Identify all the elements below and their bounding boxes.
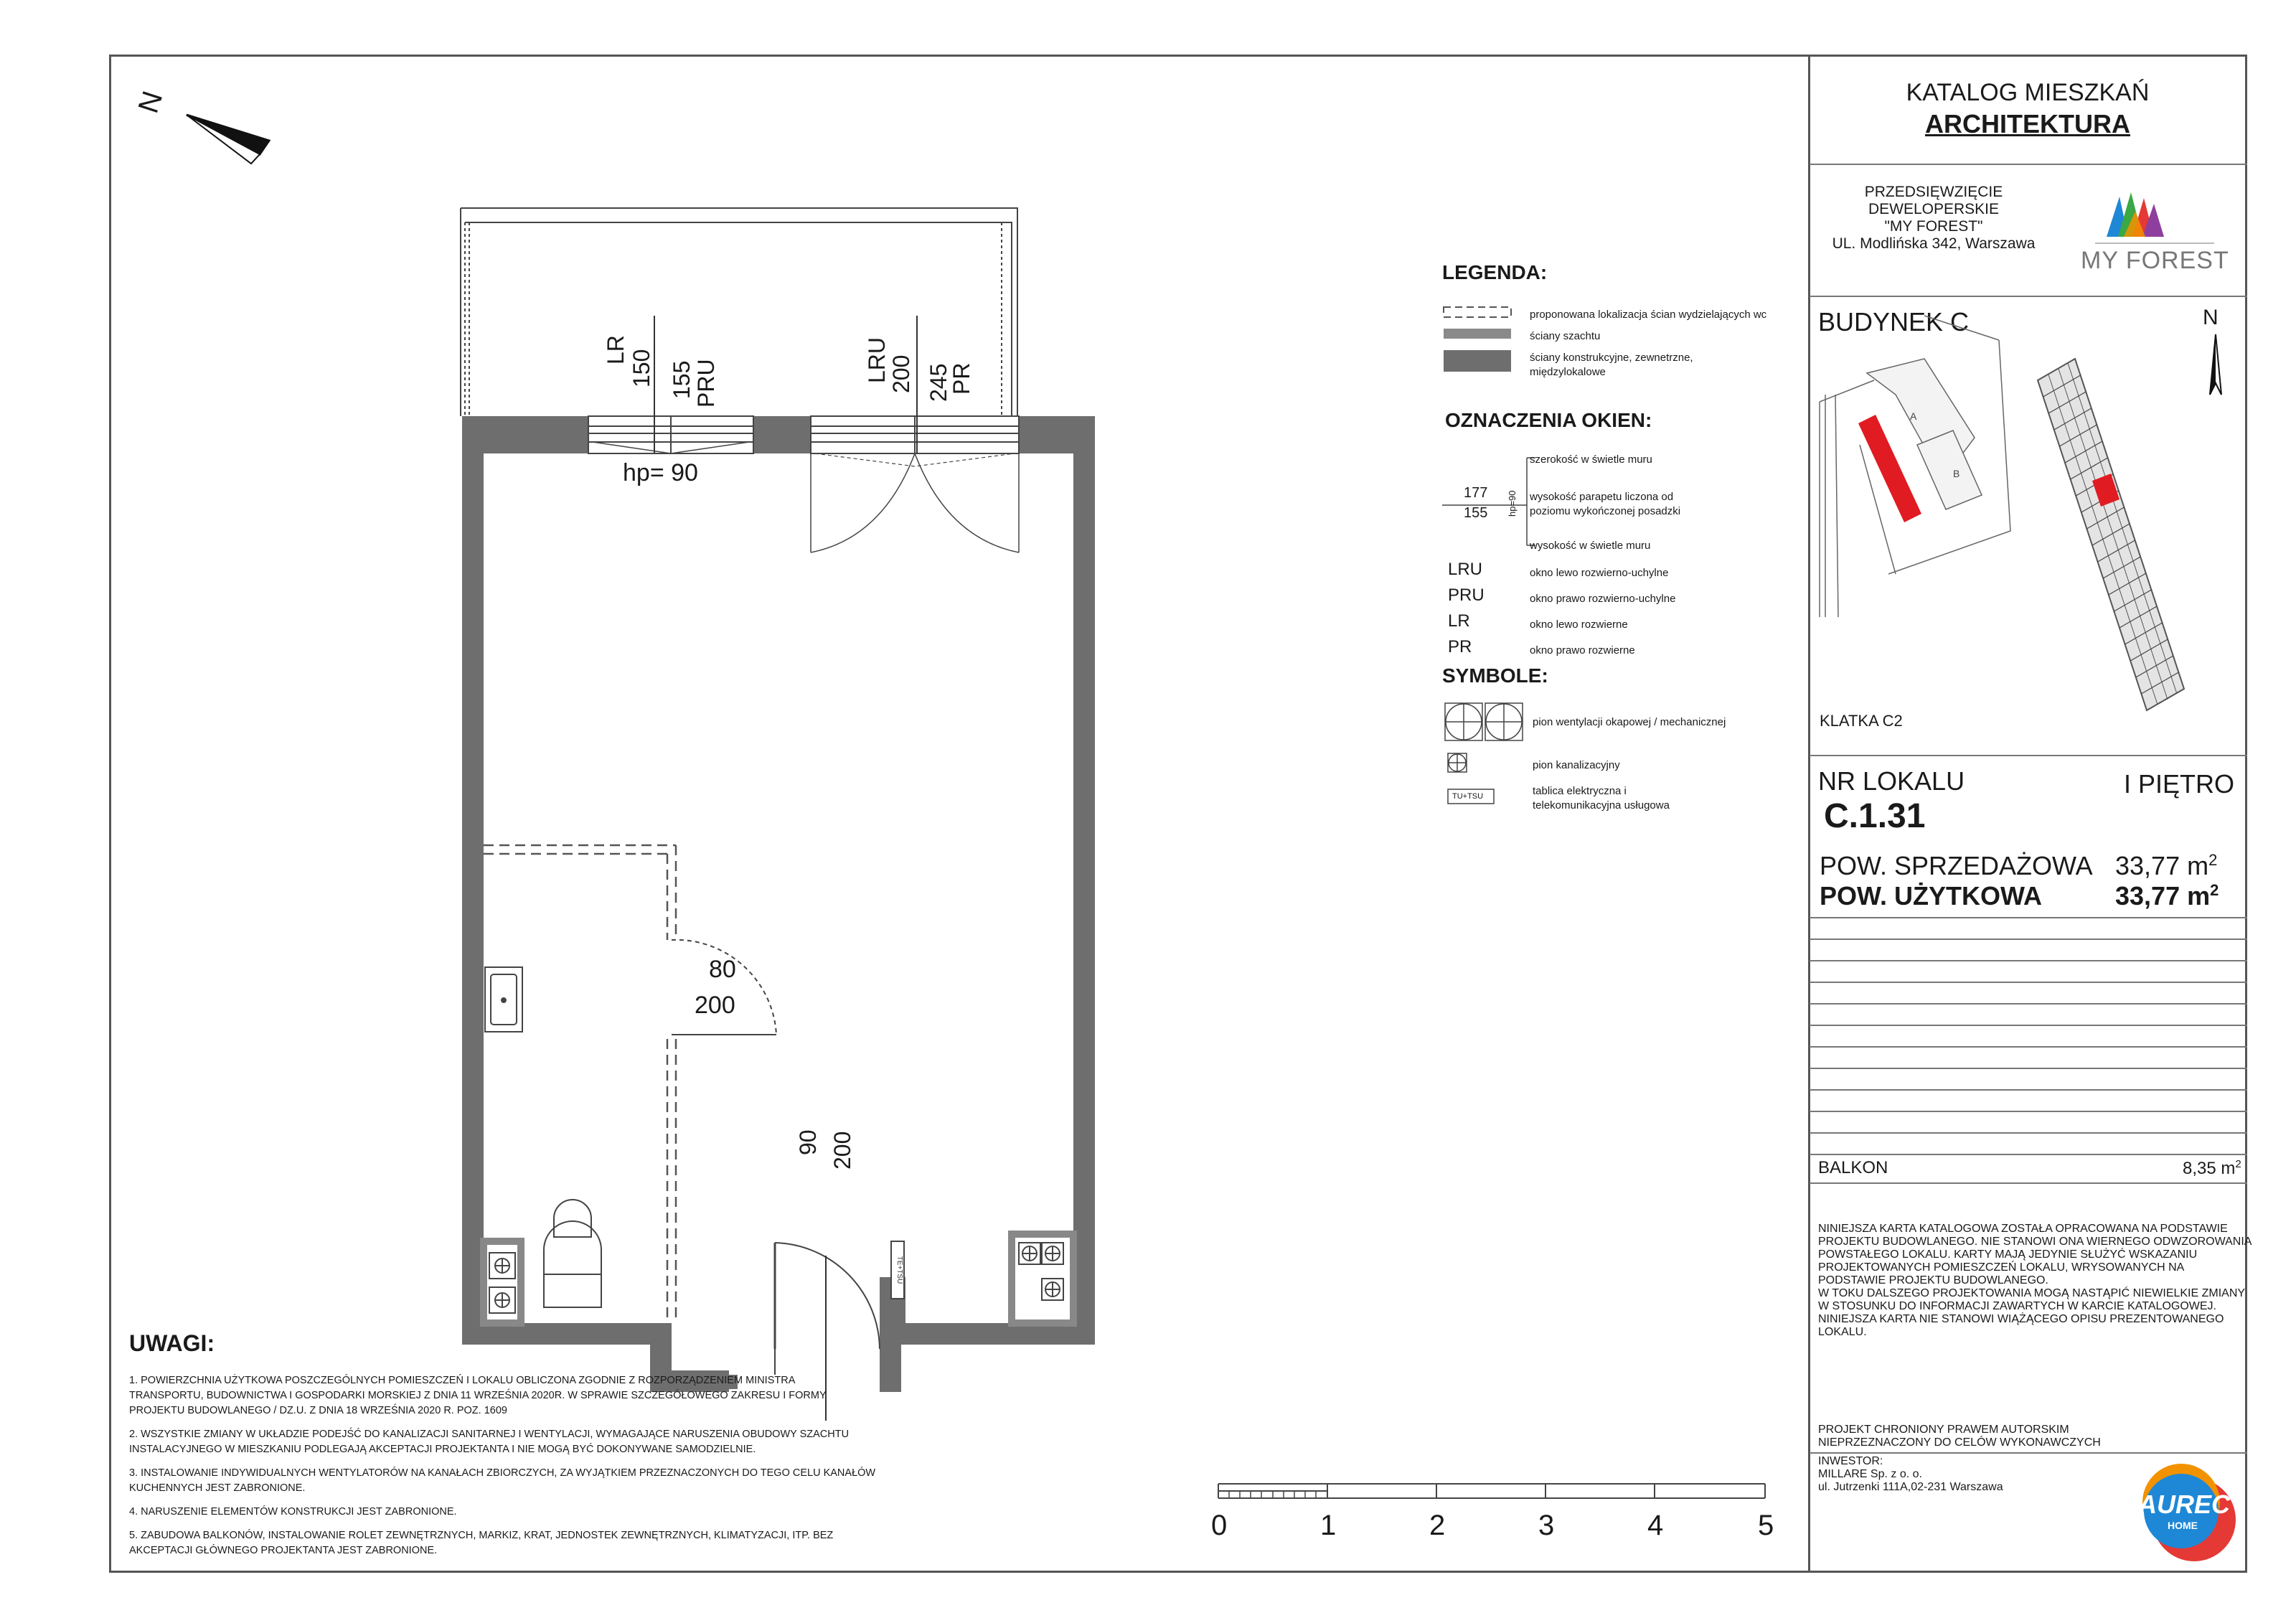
sym-panel-desc-2: telekomunikacyjna usługowa [1533,799,1670,812]
developer-info: PRZEDSIĘWZIĘCIE DEWELOPERSKIE "MY FOREST" UL. Modlińska 342, Warszawa [1832,184,2036,252]
sink [485,967,522,1032]
code-pru: PRU [1448,585,1485,605]
aurec-logo-sub: HOME [2168,1520,2198,1531]
door-width: 200 [888,354,914,393]
sales-area-label: POW. SPRZEDAŻOWA [1820,851,2093,880]
win-width-desc: szerokość w świetle muru [1530,453,1652,466]
win-ex-top: 177 [1464,485,1488,501]
note-5: 5. ZABUDOWA BALKONÓW, INSTALOWANIE ROLET ZEWNĘTRZNYCH, MARKIZ, KRAT, JEDNOSTEK ZEWNĘTRZNYCH, KLIMATYZACJI, ITP. BEZ AKCEPTACJI GŁÓWNEGO PROJEKTANTA JEST ZABRONIONE. [129,1530,834,1556]
sym-panel-code: TU+TSU [1452,792,1484,801]
code-pru-desc: okno prawo rozwierno-uchylne [1530,593,1676,605]
code-pr-desc: okno prawo rozwierne [1530,644,1635,657]
sym-panel-desc-1: tablica elektryczna i [1533,785,1627,797]
electrical-panel [891,1241,904,1299]
panel-code: TE+TSU [895,1256,903,1284]
legend-structural-walls: ściany konstrukcyjne, zewnetrzne, [1530,352,1693,364]
unit-floor: I PIĘTRO [2124,769,2235,799]
code-lru: LRU [1448,560,1483,579]
scale-3: 3 [1538,1510,1555,1541]
catalog-title: KATALOG MIESZKAŃ [1906,79,2150,106]
window1-width: 150 [629,349,654,387]
legend-structural-walls-2: międzylokalowe [1530,366,1606,378]
code-lru-desc: okno lewo rozwierno-uchylne [1530,567,1669,579]
building-label: BUDYNEK C [1818,307,1970,337]
copyright: PROJEKT CHRONIONY PRAWEM AUTORSKIM NIEPRZEZNACZONY DO CELÓW WYKONAWCZYCH [1818,1424,2101,1449]
shaft-left [484,1241,521,1323]
note-2: 2. WSZYSTKIE ZMIANY W UKŁADZIE PODEJŚĆ DO KANALIZACJI SANITARNEJ I WENTYLACJI, WYMAGAJĄCE NARUSZENIA OBUDOWY SZACHTU INSTALACYJNEGO W MIESZKANIU PODLEGAJĄ AKCEPTACJI PROJEKTANTA I NIE MOGĄ BYĆ DOKONYWANE SAMODZIELNIE. [129,1429,850,1455]
balcony-value: 8,35 $m^2$ [2183,1158,2241,1178]
wing-b-label: B [1953,468,1960,479]
scale-1: 1 [1320,1510,1337,1541]
window1-height: 155 [669,360,695,399]
window1-code: LR [603,335,629,364]
architecture-title: ARCHITEKTURA [1925,109,2130,138]
unit-nr-label: NR LOKALU [1818,766,1965,796]
map-north-label: N [2203,306,2219,329]
wc-door-height: 200 [695,992,735,1019]
disclaimer: NINIEJSZA KARTA KATALOGOWA ZOSTAŁA OPRACOWANA NA PODSTAWIE PROJEKTU BUDOWLANEGO. NIE STANOWI ONA WIERNEGO ODWZOROWANIA POWSTAŁEGO LOKALU. KARTY MAJĄ JEDYNIE SŁUŻYĆ WSKAZANIU PROJEKTOWANYCH POMIESZCZEŃ LOKALU, WRYSOWANYCH NA PODSTAWIE PROJEKTU BUDOWLANEGO. W TOKU DALSZEGO PROJEKTOWANIA MOGĄ NASTĄPIĆ NIEWIELKIE ZMIANY W STOSUNKU DO INFORMACJI ZAWARTYCH W KARCIE KATALOGOWEJ. NINIEJSZA KARTA NIE STANOWI WIĄŻĄCEGO OPISU PREZENTOWANEGO LOKALU. [1818,1223,2252,1338]
code-lr-desc: okno lewo rozwierne [1530,618,1628,631]
window1-type: PRU [693,359,719,408]
note-4: 4. NARUSZENIE ELEMENTÓW KONSTRUKCJI JEST ZABRONIONE. [129,1506,457,1518]
win-ex-hp: hp=90 [1507,490,1518,517]
scale-5: 5 [1758,1510,1774,1541]
win-sill-desc-2: poziomu wykończonej posadzki [1530,505,1681,517]
sill-height: hp= 90 [623,459,698,486]
wc-door-width: 80 [709,956,736,983]
legend-title: LEGENDA: [1442,261,1548,283]
sym-vent-desc: pion wentylacji okapowej / mechanicznej [1533,716,1726,728]
win-ex-bottom: 155 [1464,505,1488,521]
unit-number: C.1.31 [1824,797,1926,835]
building-a-highlight [1858,415,1921,522]
scale-2: 2 [1429,1510,1446,1541]
legend-shaft-walls: ściany szachtu [1530,330,1601,342]
symbols-title: SYMBOLE: [1442,664,1548,687]
entry-door-height: 200 [829,1131,855,1170]
scale-4: 4 [1647,1510,1664,1541]
shaft-right [1012,1234,1073,1323]
investor-info: INWESTOR: MILLARE Sp. z o. o. ul. Jutrzenki 111A,02-231 Warszawa [1818,1455,2003,1493]
my-forest-logo-text: MY FOREST [2081,247,2229,274]
scale-0: 0 [1211,1510,1228,1541]
sales-area-value: 33,77 $m^2$ [2115,851,2218,880]
window-lr-pru [588,416,753,453]
balcony-label: BALKON [1818,1158,1888,1177]
win-height-desc: wysokość w świetle muru [1530,540,1651,552]
windows-title: OZNACZENIA OKIEN: [1445,409,1652,431]
note-1: 1. POWIERZCHNIA UŻYTKOWA POSZCZEGÓLNYCH POMIESZCZEŃ I LOKALU OBLICZONA ZGODNIE Z ROZPORZĄDZENIEM MINISTRA TRANSPORTU, BUDOWNICTWA I GOSPODARKI MORSKIEJ Z DNIA 11 WRZEŚNIA 2020R. W SPRAWIE SZCZEGÓŁOWEGO ZAKRESU I FORMY PROJEKTU BUDOWLANEGO / DZ.U. Z DNIA 18 WRZEŚNIA 2020 R. POZ. 1609 [129,1375,827,1416]
notes-title: UWAGI: [129,1330,215,1356]
floor-plan [452,201,1170,1284]
door-code: PR [949,362,974,395]
wc-door [672,940,776,1035]
door-height: 245 [926,363,951,402]
code-lr: LR [1448,611,1470,631]
legend-wc-walls: proponowana lokalizacja ścian wydzielających wc [1530,309,1767,321]
code-pr: PR [1448,637,1472,657]
aurec-logo-text: AUREC [2138,1490,2231,1519]
balcony-door-lru-pr [811,416,1019,552]
door-type: LRU [864,337,890,383]
sym-sewer-desc: pion kanalizacyjny [1533,759,1620,771]
entry-door-width: 90 [795,1129,821,1155]
note-3: 3. INSTALOWANIE INDYWIDUALNYCH WENTYLATORÓW NA KANAŁACH ZBIORCZYCH, ZA WYJĄTKIEM PRZEZNACZONYCH DO TEGO CELU KANAŁÓW KUCHENNYCH JEST ZABRONIONE. [129,1467,876,1494]
site-map [1810,316,2240,732]
wing-a-label: A [1910,410,1917,422]
win-sill-desc-1: wysokość parapetu liczona od [1530,491,1674,503]
usable-area-value: 33,77 $m^2$ [2115,881,2219,911]
usable-area-label: POW. UŻYTKOWA [1820,881,2042,911]
building-c-plan [2038,359,2184,710]
compass-label: N [132,87,169,117]
staircase-label: KLATKA C2 [1820,712,1903,730]
